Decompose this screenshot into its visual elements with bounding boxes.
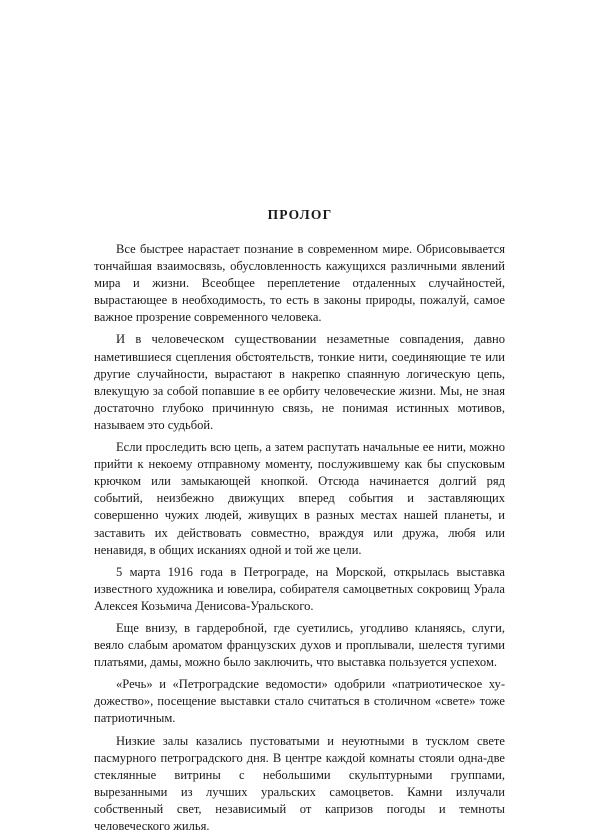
paragraph-4: 5 марта 1916 года в Петрограде, на Морской, открылась выставка известного художника и ювелира, собирателя самоцветных сокровищ Урала Алексея Козьмича Денисова-Уральского. [94,564,505,613]
paragraph-2: И в человеческом существовании незаметные совпадения, давно наметившиеся сцепления обстоятельств, тонкие нити, соединяющие те или другие случайности, вырастают в накрепко спаянную логическую цепь, влекущую за собой попавшие в ее орбиту человеческие жизни. Мы, не зная достаточно глубоко причинную связь, не понимая истинных мотивов, называем это судьбой. [94,332,505,432]
paragraph-7: Низкие залы казались пустоватыми и неуютными в тусклом свете пасмурного петроградского дня. В центре каждой комнаты стояли одна-две стеклянные витрины с небольшими скульптурными группами, вырезанными из лучших уральских самоцветов. Камни излучали собственный свет, независимый от капризов погоды и темноты человеческого жилья. [94,733,505,833]
paragraph-6: «Речь» и «Петроградские ведомости» одобрили «патриотическое художество», посещение выставки стало считаться в столичном «свете» тоже патриотичным. [94,677,505,726]
chapter-title: ПРОЛОГ [267,207,333,222]
body-text [94,241,505,840]
paragraph-3: Если проследить всю цепь, а затем распутать начальные ее нити, можно прийти к некоему отправному моменту, послужившему как бы спусковым крючком или замыкающей кнопкой. Отсюда начинается долгий ряд событий, неизбежно движущих вперед события и заставляющих совершенно чужих людей, живущих в разных местах нашей планеты, и заставить их действовать совместно, враждуя или дружа, любя или ненавидя, в общих исканиях одной и той же цели. [94,440,505,557]
paragraph-5: Еще внизу, в гардеробной, где суетились, угодливо кланяясь, слуги, веяло слабым ароматом французских духов и проплывали, шелестя тугими платьями, дамы, можно было заключить, что выставка пользуется успехом. [94,620,505,670]
paragraph-1: Все быстрее нарастает познание в современном мире. Обрисовывается тончайшая взаимосвязь, обусловленность кажущихся различными явлений мира и жизни. Всеобщее переплетение отдаленных случайностей, вырастающее в необходимость, то есть в законы природы, пожалуй, самое важное прозрение современного человека. [94,242,505,325]
